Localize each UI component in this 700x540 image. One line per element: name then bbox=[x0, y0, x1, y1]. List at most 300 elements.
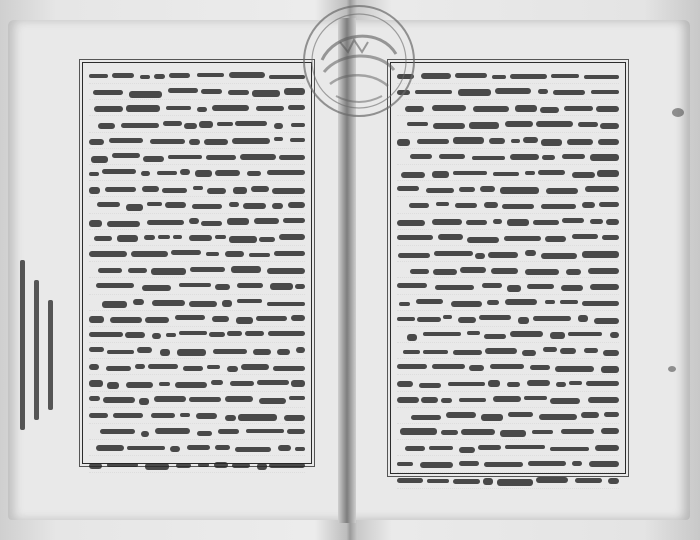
manuscript-line bbox=[89, 296, 305, 311]
script-stroke bbox=[502, 204, 534, 209]
script-stroke bbox=[287, 429, 305, 435]
script-stroke bbox=[89, 364, 99, 370]
script-stroke bbox=[112, 73, 133, 79]
script-stroke bbox=[197, 431, 212, 436]
script-stroke bbox=[427, 479, 448, 483]
script-stroke bbox=[236, 317, 253, 324]
script-stroke bbox=[121, 123, 159, 128]
script-stroke bbox=[89, 220, 102, 227]
script-stroke bbox=[484, 202, 498, 208]
script-stroke bbox=[419, 383, 441, 389]
script-stroke bbox=[555, 366, 594, 372]
script-stroke bbox=[397, 397, 419, 403]
script-stroke bbox=[507, 219, 529, 225]
script-stroke bbox=[140, 75, 150, 80]
script-stroke bbox=[89, 316, 104, 323]
script-stroke bbox=[166, 333, 176, 338]
script-stroke bbox=[89, 347, 104, 351]
script-stroke bbox=[459, 447, 475, 453]
script-stroke bbox=[481, 414, 503, 421]
script-stroke bbox=[103, 397, 135, 403]
script-stroke bbox=[602, 235, 619, 240]
script-stroke bbox=[199, 121, 213, 127]
manuscript-line bbox=[89, 409, 305, 424]
script-stroke bbox=[207, 365, 220, 369]
script-stroke bbox=[528, 461, 566, 466]
script-stroke bbox=[179, 331, 207, 335]
script-stroke bbox=[290, 138, 305, 142]
script-stroke bbox=[488, 252, 518, 258]
manuscript-line bbox=[397, 69, 619, 84]
script-stroke bbox=[594, 318, 619, 324]
script-stroke bbox=[89, 463, 102, 468]
script-stroke bbox=[561, 429, 594, 434]
script-stroke bbox=[177, 349, 206, 356]
script-stroke bbox=[584, 348, 598, 353]
manuscript-line bbox=[397, 199, 619, 214]
script-stroke bbox=[523, 137, 538, 143]
script-stroke bbox=[423, 350, 448, 354]
script-stroke bbox=[533, 316, 570, 320]
script-stroke bbox=[434, 251, 472, 256]
script-stroke bbox=[195, 170, 213, 177]
script-stroke bbox=[459, 187, 475, 192]
script-stroke bbox=[102, 301, 127, 308]
script-stroke bbox=[235, 447, 271, 452]
script-stroke bbox=[407, 334, 417, 341]
script-stroke bbox=[492, 75, 506, 80]
script-stroke bbox=[398, 253, 431, 258]
script-stroke bbox=[215, 235, 226, 239]
script-stroke bbox=[411, 415, 441, 420]
script-stroke bbox=[403, 350, 420, 355]
script-stroke bbox=[107, 382, 120, 389]
script-stroke bbox=[397, 139, 410, 146]
script-stroke bbox=[189, 301, 217, 308]
script-stroke bbox=[89, 332, 123, 337]
script-stroke bbox=[467, 331, 480, 335]
script-stroke bbox=[495, 88, 531, 94]
manuscript-line bbox=[397, 344, 619, 359]
script-stroke bbox=[151, 268, 186, 274]
script-stroke bbox=[270, 283, 293, 290]
script-stroke bbox=[229, 72, 265, 77]
manuscript-line bbox=[397, 150, 619, 165]
script-stroke bbox=[550, 398, 581, 404]
script-stroke bbox=[525, 250, 536, 256]
script-stroke bbox=[397, 462, 413, 466]
script-stroke bbox=[603, 350, 619, 356]
script-stroke bbox=[175, 382, 206, 388]
script-stroke bbox=[160, 349, 170, 356]
script-stroke bbox=[522, 350, 535, 356]
script-stroke bbox=[432, 105, 466, 111]
script-stroke bbox=[601, 428, 619, 433]
script-stroke bbox=[166, 106, 191, 110]
script-stroke bbox=[475, 253, 484, 260]
script-stroke bbox=[572, 234, 599, 239]
script-stroke bbox=[397, 186, 419, 192]
script-stroke bbox=[539, 414, 576, 420]
script-stroke bbox=[538, 170, 565, 174]
script-stroke bbox=[96, 283, 134, 288]
script-stroke bbox=[497, 479, 533, 486]
script-stroke bbox=[112, 153, 140, 157]
script-stroke bbox=[550, 332, 565, 338]
manuscript-line bbox=[397, 409, 619, 424]
script-stroke bbox=[128, 268, 147, 272]
script-stroke bbox=[500, 430, 526, 437]
manuscript-line bbox=[397, 101, 619, 116]
script-stroke bbox=[538, 89, 548, 93]
script-stroke bbox=[479, 315, 512, 320]
script-stroke bbox=[541, 253, 576, 259]
script-stroke bbox=[575, 478, 602, 483]
script-stroke bbox=[505, 299, 538, 305]
script-stroke bbox=[175, 315, 205, 320]
script-stroke bbox=[126, 382, 152, 388]
script-stroke bbox=[590, 154, 619, 161]
script-stroke bbox=[291, 123, 305, 127]
script-stroke bbox=[184, 123, 196, 129]
manuscript-line bbox=[89, 182, 305, 197]
manuscript-line bbox=[397, 377, 619, 392]
script-stroke bbox=[291, 380, 305, 387]
script-stroke bbox=[214, 462, 228, 468]
script-stroke bbox=[491, 268, 518, 274]
script-stroke bbox=[590, 219, 603, 224]
script-stroke bbox=[606, 219, 619, 225]
ink-blot bbox=[668, 366, 676, 372]
script-stroke bbox=[159, 382, 169, 387]
script-stroke bbox=[588, 397, 619, 403]
script-stroke bbox=[192, 204, 222, 209]
script-stroke bbox=[600, 123, 619, 129]
script-stroke bbox=[595, 445, 619, 451]
script-stroke bbox=[249, 253, 270, 257]
script-stroke bbox=[599, 202, 619, 207]
script-stroke bbox=[423, 332, 461, 337]
script-stroke bbox=[218, 429, 239, 434]
script-stroke bbox=[556, 382, 566, 388]
manuscript-line bbox=[89, 393, 305, 408]
script-stroke bbox=[225, 251, 245, 257]
script-stroke bbox=[283, 218, 305, 223]
manuscript-line bbox=[397, 474, 619, 489]
script-stroke bbox=[201, 221, 222, 227]
script-stroke bbox=[257, 380, 289, 385]
script-stroke bbox=[245, 331, 264, 336]
script-stroke bbox=[466, 220, 486, 225]
margin-annotation bbox=[8, 260, 68, 430]
script-stroke bbox=[189, 397, 220, 403]
script-stroke bbox=[233, 187, 247, 194]
script-stroke bbox=[507, 285, 520, 292]
script-stroke bbox=[109, 138, 143, 143]
script-stroke bbox=[455, 203, 477, 208]
script-stroke bbox=[405, 446, 425, 451]
script-stroke bbox=[585, 186, 619, 192]
script-stroke bbox=[269, 463, 305, 468]
script-stroke bbox=[125, 332, 144, 338]
script-stroke bbox=[527, 284, 553, 289]
manuscript-line bbox=[397, 231, 619, 246]
script-stroke bbox=[98, 123, 115, 129]
manuscript-line bbox=[89, 150, 305, 165]
script-stroke bbox=[135, 364, 146, 369]
script-stroke bbox=[189, 139, 200, 145]
script-stroke bbox=[572, 172, 595, 178]
script-stroke bbox=[597, 170, 619, 176]
script-stroke bbox=[453, 137, 484, 143]
script-stroke bbox=[511, 139, 520, 143]
script-stroke bbox=[225, 396, 253, 402]
script-stroke bbox=[510, 74, 547, 78]
manuscript-line bbox=[89, 199, 305, 214]
script-stroke bbox=[232, 463, 251, 468]
script-stroke bbox=[458, 89, 491, 96]
script-stroke bbox=[222, 300, 232, 307]
script-stroke bbox=[274, 251, 305, 257]
script-stroke bbox=[604, 412, 619, 417]
script-stroke bbox=[126, 105, 160, 112]
script-stroke bbox=[277, 349, 290, 355]
script-stroke bbox=[407, 122, 428, 126]
script-stroke bbox=[598, 139, 619, 144]
manuscript-line bbox=[397, 312, 619, 327]
script-stroke bbox=[397, 478, 423, 482]
script-stroke bbox=[187, 445, 210, 451]
manuscript-line bbox=[89, 69, 305, 84]
script-stroke bbox=[274, 137, 284, 141]
script-stroke bbox=[432, 364, 465, 369]
script-stroke bbox=[189, 235, 211, 240]
script-stroke bbox=[145, 463, 169, 469]
manuscript-line bbox=[89, 134, 305, 149]
manuscript-line bbox=[89, 458, 305, 473]
script-stroke bbox=[441, 430, 458, 434]
script-stroke bbox=[180, 169, 190, 174]
script-stroke bbox=[201, 89, 222, 94]
script-stroke bbox=[237, 283, 263, 288]
script-stroke bbox=[417, 317, 440, 322]
manuscript-line bbox=[397, 393, 619, 408]
script-stroke bbox=[152, 300, 186, 306]
script-stroke bbox=[106, 366, 131, 371]
script-stroke bbox=[453, 479, 480, 485]
script-stroke bbox=[267, 170, 305, 174]
script-stroke bbox=[578, 315, 588, 322]
script-stroke bbox=[180, 413, 190, 418]
script-stroke bbox=[550, 447, 590, 451]
script-stroke bbox=[500, 187, 539, 194]
script-stroke bbox=[541, 204, 576, 210]
script-stroke bbox=[148, 364, 178, 369]
script-stroke bbox=[150, 139, 185, 144]
script-stroke bbox=[243, 203, 266, 209]
manuscript-line bbox=[397, 458, 619, 473]
script-stroke bbox=[170, 446, 180, 452]
script-stroke bbox=[252, 90, 280, 97]
script-stroke bbox=[213, 349, 248, 354]
manuscript-line bbox=[397, 247, 619, 262]
manuscript-line bbox=[89, 425, 305, 440]
script-stroke bbox=[89, 187, 100, 194]
script-stroke bbox=[225, 415, 236, 421]
script-stroke bbox=[586, 381, 619, 386]
script-stroke bbox=[488, 380, 500, 387]
script-stroke bbox=[139, 398, 149, 405]
script-stroke bbox=[417, 139, 449, 144]
script-stroke bbox=[564, 106, 593, 110]
script-stroke bbox=[238, 414, 276, 421]
script-stroke bbox=[429, 446, 453, 450]
script-stroke bbox=[110, 317, 142, 323]
script-stroke bbox=[217, 122, 233, 126]
script-stroke bbox=[455, 73, 487, 78]
manuscript-line bbox=[89, 118, 305, 133]
script-stroke bbox=[256, 316, 287, 321]
script-stroke bbox=[493, 172, 519, 176]
script-stroke bbox=[490, 364, 524, 369]
script-stroke bbox=[256, 106, 284, 111]
script-stroke bbox=[107, 350, 134, 354]
script-stroke bbox=[251, 186, 269, 192]
script-stroke bbox=[259, 237, 275, 243]
script-stroke bbox=[231, 266, 261, 273]
script-stroke bbox=[230, 381, 255, 386]
script-stroke bbox=[461, 429, 495, 435]
script-stroke bbox=[536, 121, 573, 127]
manuscript-line bbox=[397, 263, 619, 278]
script-stroke bbox=[525, 269, 559, 276]
script-stroke bbox=[590, 284, 619, 290]
script-stroke bbox=[145, 317, 169, 323]
script-stroke bbox=[127, 446, 165, 450]
script-stroke bbox=[451, 301, 483, 307]
script-stroke bbox=[397, 364, 427, 369]
script-stroke bbox=[169, 73, 190, 78]
script-stroke bbox=[279, 234, 305, 240]
script-stroke bbox=[137, 347, 152, 353]
script-stroke bbox=[98, 268, 122, 273]
script-stroke bbox=[601, 366, 619, 372]
script-stroke bbox=[397, 220, 425, 226]
script-stroke bbox=[493, 396, 521, 401]
script-stroke bbox=[591, 90, 619, 94]
script-stroke bbox=[433, 123, 465, 129]
script-stroke bbox=[267, 268, 305, 273]
script-stroke bbox=[168, 88, 198, 93]
ink-blot bbox=[672, 108, 684, 117]
script-stroke bbox=[543, 347, 557, 352]
script-stroke bbox=[89, 74, 108, 78]
script-stroke bbox=[254, 218, 278, 224]
script-stroke bbox=[460, 267, 486, 273]
script-stroke bbox=[274, 123, 284, 128]
script-stroke bbox=[484, 334, 506, 340]
script-stroke bbox=[215, 445, 230, 450]
script-stroke bbox=[589, 461, 619, 467]
manuscript-line bbox=[397, 182, 619, 197]
script-stroke bbox=[147, 202, 162, 206]
script-stroke bbox=[288, 202, 305, 208]
script-stroke bbox=[489, 138, 505, 144]
script-stroke bbox=[284, 415, 305, 421]
script-stroke bbox=[483, 478, 493, 484]
script-stroke bbox=[478, 445, 501, 451]
script-stroke bbox=[179, 283, 212, 287]
script-stroke bbox=[257, 463, 267, 469]
script-stroke bbox=[518, 317, 529, 324]
script-stroke bbox=[515, 105, 537, 112]
script-stroke bbox=[291, 315, 305, 321]
manuscript-line bbox=[397, 134, 619, 149]
script-stroke bbox=[278, 445, 291, 450]
script-stroke bbox=[400, 428, 437, 435]
script-stroke bbox=[141, 171, 150, 176]
script-stroke bbox=[207, 188, 226, 194]
script-stroke bbox=[409, 203, 429, 207]
script-stroke bbox=[229, 236, 257, 243]
manuscript-line bbox=[89, 215, 305, 230]
manuscript-line bbox=[89, 263, 305, 278]
script-stroke bbox=[173, 235, 183, 239]
script-stroke bbox=[197, 73, 224, 77]
script-stroke bbox=[89, 172, 99, 176]
script-stroke bbox=[91, 156, 108, 163]
script-stroke bbox=[212, 105, 250, 111]
script-stroke bbox=[253, 349, 271, 355]
manuscript-line bbox=[397, 425, 619, 440]
script-stroke bbox=[507, 382, 520, 387]
manuscript-line bbox=[89, 231, 305, 246]
script-stroke bbox=[480, 186, 494, 193]
manuscript-line bbox=[397, 118, 619, 133]
script-stroke bbox=[89, 380, 103, 386]
script-stroke bbox=[157, 171, 176, 176]
script-stroke bbox=[227, 218, 249, 225]
script-stroke bbox=[421, 73, 451, 79]
script-stroke bbox=[144, 235, 154, 240]
script-stroke bbox=[237, 299, 263, 304]
script-stroke bbox=[569, 381, 582, 385]
script-stroke bbox=[582, 251, 619, 258]
manuscript-line bbox=[397, 279, 619, 294]
script-stroke bbox=[441, 398, 452, 403]
script-stroke bbox=[469, 122, 499, 129]
script-stroke bbox=[165, 202, 185, 209]
script-stroke bbox=[572, 461, 583, 467]
script-stroke bbox=[190, 267, 225, 272]
script-stroke bbox=[472, 156, 506, 160]
script-stroke bbox=[438, 234, 463, 240]
script-stroke bbox=[142, 186, 159, 193]
script-stroke bbox=[96, 445, 124, 451]
script-stroke bbox=[410, 269, 429, 275]
script-stroke bbox=[435, 285, 475, 289]
script-stroke bbox=[485, 348, 518, 354]
script-stroke bbox=[97, 202, 120, 207]
script-stroke bbox=[566, 269, 582, 275]
script-stroke bbox=[89, 251, 127, 256]
script-stroke bbox=[154, 74, 166, 79]
script-stroke bbox=[541, 139, 562, 145]
right-text-frame bbox=[390, 62, 626, 474]
script-stroke bbox=[505, 121, 533, 126]
script-stroke bbox=[536, 477, 568, 483]
script-stroke bbox=[259, 398, 286, 404]
